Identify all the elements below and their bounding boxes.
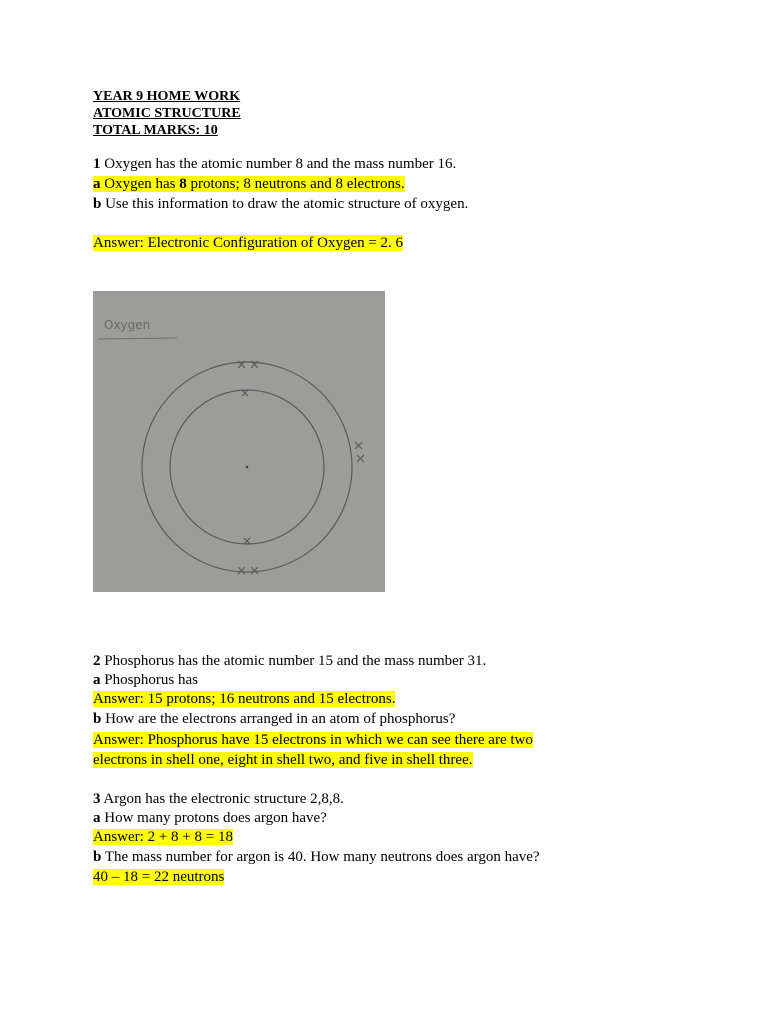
- q3b-answer-line: [93, 868, 224, 887]
- q3-number: 3: [93, 791, 101, 807]
- q3b-answer: 40 – 18 = 22 neutrons: [93, 869, 225, 885]
- q1a-highlight: [93, 176, 405, 192]
- oxygen-handwritten-label: Oxygen: [104, 318, 151, 332]
- q2a-text: Phosphorus has: [100, 672, 199, 688]
- atom-diagram: [93, 291, 385, 592]
- q1-answer-line: [93, 234, 403, 253]
- q2b-answer-line2: [93, 751, 473, 770]
- q3b-text: The mass number for argon is 40. How many neutrons does argon have?: [101, 849, 540, 865]
- q2b-text: How are the electrons arranged in an atom of phosphorus?: [101, 711, 456, 727]
- oxygen-drawing-photo: [93, 291, 385, 592]
- q1a-label: a: [93, 176, 101, 192]
- q2a-answer-line: [93, 690, 395, 709]
- q1a-line: [93, 175, 405, 194]
- document-header: [93, 88, 241, 139]
- class-title: YEAR 9 HOME WORK: [93, 89, 241, 104]
- q1-question: [93, 155, 456, 174]
- q1a-bold-number: 8: [179, 176, 187, 192]
- q1a-text-pre: Oxygen has: [100, 176, 180, 192]
- q2-question: [93, 652, 486, 671]
- q3b-line: [93, 848, 540, 867]
- q2b-answer-part1: Answer: Phosphorus have 15 electrons in which we can see there are two: [93, 732, 533, 748]
- topic-title: ATOMIC STRUCTURE: [93, 106, 241, 121]
- nucleus-dot: [246, 466, 249, 469]
- q2b-label: b: [93, 711, 102, 727]
- q1-answer: Answer: Electronic Configuration of Oxygen = 2. 6: [93, 235, 404, 251]
- q1-text: Oxygen has the atomic number 8 and the mass number 16.: [100, 156, 457, 172]
- q2b-answer-line1: [93, 731, 533, 750]
- q2a-answer: Answer: 15 protons; 16 neutrons and 15 electrons.: [93, 691, 396, 707]
- q3a-label: a: [93, 810, 101, 826]
- q3a-answer: Answer: 2 + 8 + 8 = 18: [93, 829, 233, 845]
- q1a-text-post: protons; 8 neutrons and 8 electrons.: [186, 176, 405, 192]
- q3a-line: [93, 809, 327, 828]
- q3a-text: How many protons does argon have?: [100, 810, 327, 826]
- q3-text: Argon has the electronic structure 2,8,8.: [100, 791, 344, 807]
- q2b-answer-part2: electrons in shell one, eight in shell two, and five in shell three.: [93, 752, 473, 768]
- q3-question: [93, 790, 344, 809]
- q2b-line: [93, 710, 455, 729]
- total-marks: TOTAL MARKS: 10: [93, 123, 218, 138]
- q1b-text: Use this information to draw the atomic structure of oxygen.: [101, 196, 469, 212]
- q3a-answer-line: [93, 828, 233, 847]
- q2-number: 2: [93, 653, 101, 669]
- q3b-label: b: [93, 849, 102, 865]
- q2a-label: a: [93, 672, 101, 688]
- q2a-line: [93, 671, 198, 690]
- q1b-label: b: [93, 196, 102, 212]
- photo-background: [93, 291, 385, 592]
- q2-text: Phosphorus has the atomic number 15 and the mass number 31.: [100, 653, 487, 669]
- q1-number: 1: [93, 156, 101, 172]
- q1b-line: [93, 195, 468, 214]
